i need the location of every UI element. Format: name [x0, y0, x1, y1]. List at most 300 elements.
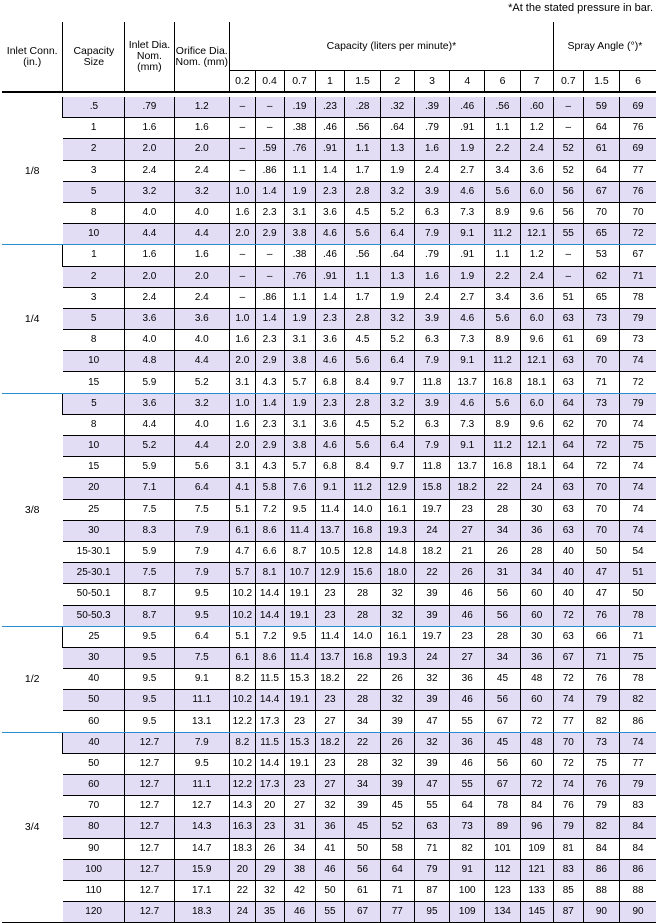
inlet-dia-cell: 5.9 [125, 457, 174, 478]
table-row [2, 202, 656, 223]
cap-0.7-cell: 9.5 [284, 499, 315, 520]
cap-1-cell: .46 [315, 118, 345, 139]
inlet-dia-cell: 7.5 [125, 499, 174, 520]
capacity-size-cell: 60 [63, 711, 125, 732]
capacity-size-cell: 8 [63, 414, 125, 435]
cap-3-cell: 32 [414, 669, 449, 690]
cap-1-cell: 1.4 [315, 160, 345, 181]
cap-4-cell: 1.9 [450, 266, 485, 287]
cap-6-cell: 101 [485, 838, 520, 859]
cap-2-cell: 77 [380, 902, 414, 923]
angle-0.7-cell: – [553, 97, 583, 118]
cap-3-cell: 3.9 [414, 393, 449, 414]
cap-0.2-cell: 6.1 [230, 520, 256, 541]
orifice-dia-cell: 9.1 [174, 669, 230, 690]
cap-3-cell: 24 [414, 520, 449, 541]
cap-0.4-cell: – [255, 245, 284, 266]
capacity-size-cell: 110 [63, 880, 125, 901]
orifice-dia-cell: 2.4 [174, 287, 230, 308]
cap-1.5-cell: 61 [345, 880, 380, 901]
inlet-dia-cell: 12.7 [125, 796, 174, 817]
cap-2-cell: .64 [380, 245, 414, 266]
cap-2-cell: 45 [380, 796, 414, 817]
orifice-dia-cell: 3.2 [174, 393, 230, 414]
cap-1-cell: 13.7 [315, 647, 345, 668]
cap-7-cell: 30 [520, 499, 553, 520]
angle-0.7-cell: 51 [553, 287, 583, 308]
cap-1-cell: 6.8 [315, 372, 345, 393]
cap-0.2-cell: 1.0 [230, 181, 256, 202]
cap-0.4-cell: 8.6 [255, 647, 284, 668]
angle-1.5-cell: 50 [583, 541, 619, 562]
capacity-size-cell: 90 [63, 838, 125, 859]
capacity-size-cell: 40 [63, 669, 125, 690]
cap-0.2-cell: 10.2 [230, 584, 256, 605]
table-row [2, 457, 656, 478]
angle-1.5-cell: 64 [583, 160, 619, 181]
cap-6-cell: 5.6 [485, 181, 520, 202]
capacity-size-cell: 3 [63, 287, 125, 308]
cap-0.2-cell: 5.1 [230, 499, 256, 520]
angle-1.5-cell: 70 [583, 414, 619, 435]
table-row [2, 308, 656, 329]
cap-3-cell: 1.6 [414, 266, 449, 287]
cap-1.5-cell: 16.8 [345, 520, 380, 541]
cap-4-cell: 27 [450, 647, 485, 668]
capacity-size-cell: 100 [63, 859, 125, 880]
orifice-dia-cell: 15.9 [174, 859, 230, 880]
capacity-size-cell: 5 [63, 308, 125, 329]
cap-1-cell: 23 [315, 584, 345, 605]
cap-0.7-cell: 31 [284, 817, 315, 838]
cap-6-cell: 8.9 [485, 330, 520, 351]
cap-2-cell: 26 [380, 669, 414, 690]
angle-6-cell: 82 [620, 690, 656, 711]
capacity-size-cell: 25 [63, 499, 125, 520]
cap-1.5-cell: 34 [345, 775, 380, 796]
angle-0.7-cell: 83 [553, 859, 583, 880]
cap-6-cell: 8.9 [485, 414, 520, 435]
capacity-size-cell: 40 [63, 732, 125, 753]
cap-0.7-cell: 19.1 [284, 690, 315, 711]
cap-1-cell: 6.8 [315, 457, 345, 478]
cap-2-cell: 5.2 [380, 202, 414, 223]
cap-6-cell: 5.6 [485, 308, 520, 329]
cap-2-cell: 9.7 [380, 457, 414, 478]
inlet-dia-cell: 4.4 [125, 414, 174, 435]
orifice-dia-cell: 7.9 [174, 563, 230, 584]
angle-1.5-cell: 69 [583, 330, 619, 351]
cap-0.7-cell: .19 [284, 97, 315, 118]
cap-3-cell: 71 [414, 838, 449, 859]
angle-0.7-cell: 63 [553, 520, 583, 541]
cap-1.5-cell: 22 [345, 669, 380, 690]
table-row [2, 753, 656, 774]
cap-0.2-cell: 4.7 [230, 541, 256, 562]
cap-4-cell: 23 [450, 499, 485, 520]
angle-1.5-cell: 70 [583, 202, 619, 223]
cap-3-cell: 15.8 [414, 478, 449, 499]
cap-4-cell: 100 [450, 880, 485, 901]
cap-7-cell: 9.6 [520, 202, 553, 223]
cap-0.7-cell: .38 [284, 118, 315, 139]
inlet-dia-cell: 1.6 [125, 245, 174, 266]
cap-0.7-cell: 46 [284, 902, 315, 923]
cap-1.5-cell: .28 [345, 97, 380, 118]
inlet-dia-cell: 9.5 [125, 690, 174, 711]
cap-4-cell: 9.1 [450, 351, 485, 372]
inlet-dia-cell: 2.0 [125, 139, 174, 160]
cap-7-cell: 109 [520, 838, 553, 859]
pressure-footnote: *At the stated pressure in bar. [508, 2, 653, 14]
cap-4-cell: 46 [450, 753, 485, 774]
table-row [2, 605, 656, 626]
cap-0.2-cell: 18.3 [230, 838, 256, 859]
cap-0.7-cell: 7.6 [284, 478, 315, 499]
angle-0.7-cell: 72 [553, 669, 583, 690]
cap-1-cell: 18.2 [315, 732, 345, 753]
cap-1-cell: 3.6 [315, 202, 345, 223]
angle-0.7-cell: 72 [553, 753, 583, 774]
cap-0.7-cell: 3.8 [284, 224, 315, 245]
cap-0.7-cell: 15.3 [284, 732, 315, 753]
angle-6-cell: 75 [620, 647, 656, 668]
cap-1-cell: 23 [315, 753, 345, 774]
cap-0.7-cell: 15.3 [284, 669, 315, 690]
pressure-capacity-header: 4 [450, 71, 485, 93]
cap-2-cell: 9.7 [380, 372, 414, 393]
inlet-connection-cell: 3/8 [2, 393, 63, 626]
cap-1.5-cell: 8.4 [345, 457, 380, 478]
cap-4-cell: 82 [450, 838, 485, 859]
cap-4-cell: 7.3 [450, 330, 485, 351]
cap-0.4-cell: 29 [255, 859, 284, 880]
cap-6-cell: 16.8 [485, 457, 520, 478]
cap-0.2-cell: 1.6 [230, 414, 256, 435]
orifice-dia-cell: 7.9 [174, 520, 230, 541]
cap-7-cell: 36 [520, 520, 553, 541]
cap-0.7-cell: 5.7 [284, 372, 315, 393]
cap-7-cell: 36 [520, 647, 553, 668]
angle-0.7-cell: 64 [553, 393, 583, 414]
angle-1.5-cell: 72 [583, 457, 619, 478]
angle-6-cell: 79 [620, 308, 656, 329]
orifice-dia-cell: 6.4 [174, 626, 230, 647]
cap-4-cell: 23 [450, 626, 485, 647]
cap-1-cell: 32 [315, 796, 345, 817]
angle-6-cell: 86 [620, 859, 656, 880]
cap-1.5-cell: 28 [345, 584, 380, 605]
angle-6-cell: 69 [620, 97, 656, 118]
inlet-dia-cell: 4.8 [125, 351, 174, 372]
table-row [2, 330, 656, 351]
cap-7-cell: 48 [520, 732, 553, 753]
angle-1.5-cell: 76 [583, 775, 619, 796]
cap-0.4-cell: 7.2 [255, 626, 284, 647]
angle-0.7-cell: 52 [553, 139, 583, 160]
cap-2-cell: 71 [380, 880, 414, 901]
inlet-connection-cell: 1/8 [2, 97, 63, 245]
angle-0.7-cell: 74 [553, 775, 583, 796]
cap-4-cell: .91 [450, 245, 485, 266]
cap-7-cell: 6.0 [520, 181, 553, 202]
angle-1.5-cell: 47 [583, 584, 619, 605]
cap-1.5-cell: 39 [345, 796, 380, 817]
cap-0.4-cell: .86 [255, 160, 284, 181]
angle-0.7-cell: 56 [553, 202, 583, 223]
cap-1-cell: 11.4 [315, 499, 345, 520]
cap-0.2-cell: 5.7 [230, 563, 256, 584]
angle-0.7-cell: 85 [553, 880, 583, 901]
cap-4-cell: 73 [450, 817, 485, 838]
angle-6-cell: 74 [620, 499, 656, 520]
cap-6-cell: 11.2 [485, 351, 520, 372]
cap-7-cell: 48 [520, 669, 553, 690]
capacity-size-cell: 2 [63, 139, 125, 160]
cap-1-cell: 41 [315, 838, 345, 859]
table-row [2, 690, 656, 711]
orifice-dia-cell: 5.6 [174, 457, 230, 478]
cap-4-cell: 46 [450, 584, 485, 605]
cap-0.4-cell: 8.6 [255, 520, 284, 541]
cap-0.4-cell: .86 [255, 287, 284, 308]
cap-1-cell: 55 [315, 902, 345, 923]
inlet-dia-cell: 4.4 [125, 224, 174, 245]
cap-1-cell: 2.3 [315, 393, 345, 414]
cap-0.2-cell: 1.6 [230, 330, 256, 351]
cap-3-cell: 3.9 [414, 181, 449, 202]
capacity-size-cell: 10 [63, 224, 125, 245]
table-row [2, 414, 656, 435]
pressure-capacity-header: 1 [315, 71, 345, 93]
cap-0.2-cell: 8.2 [230, 732, 256, 753]
cap-0.2-cell: 22 [230, 880, 256, 901]
inlet-connection-cell: 1/4 [2, 245, 63, 393]
cap-0.4-cell: 8.1 [255, 563, 284, 584]
cap-4-cell: 4.6 [450, 181, 485, 202]
cap-4-cell: .91 [450, 118, 485, 139]
cap-6-cell: 16.8 [485, 372, 520, 393]
cap-1.5-cell: 28 [345, 690, 380, 711]
cap-4-cell: 4.6 [450, 393, 485, 414]
angle-0.7-cell: 64 [553, 436, 583, 457]
cap-0.4-cell: 11.5 [255, 669, 284, 690]
cap-0.7-cell: 5.7 [284, 457, 315, 478]
cap-0.2-cell: 8.2 [230, 669, 256, 690]
angle-6-cell: 71 [620, 626, 656, 647]
orifice-dia-cell: 7.5 [174, 647, 230, 668]
cap-0.2-cell: – [230, 266, 256, 287]
cap-7-cell: 34 [520, 563, 553, 584]
cap-1-cell: 3.6 [315, 330, 345, 351]
cap-0.2-cell: 12.2 [230, 775, 256, 796]
orifice-dia-cell: 2.4 [174, 160, 230, 181]
cap-6-cell: 3.4 [485, 287, 520, 308]
cap-0.4-cell: 14.4 [255, 584, 284, 605]
cap-7-cell: 12.1 [520, 351, 553, 372]
cap-4-cell: 109 [450, 902, 485, 923]
cap-6-cell: 123 [485, 880, 520, 901]
angle-6-cell: 71 [620, 266, 656, 287]
capacity-size-cell: 50-50.3 [63, 605, 125, 626]
cap-6-cell: 1.1 [485, 118, 520, 139]
cap-6-cell: 134 [485, 902, 520, 923]
angle-0.7-cell: 40 [553, 584, 583, 605]
cap-1.5-cell: .56 [345, 245, 380, 266]
cap-6-cell: 67 [485, 711, 520, 732]
cap-7-cell: 72 [520, 775, 553, 796]
cap-0.2-cell: 3.1 [230, 372, 256, 393]
cap-0.4-cell: 11.5 [255, 732, 284, 753]
cap-0.2-cell: 24 [230, 902, 256, 923]
angle-0.7-cell: 52 [553, 160, 583, 181]
angle-1.5-cell: 61 [583, 139, 619, 160]
inlet-dia-cell: 12.7 [125, 838, 174, 859]
orifice-dia-cell: 4.0 [174, 202, 230, 223]
table-row [2, 520, 656, 541]
cap-4-cell: 1.9 [450, 139, 485, 160]
cap-0.2-cell: – [230, 139, 256, 160]
cap-3-cell: 7.9 [414, 436, 449, 457]
inlet-dia-cell: 12.7 [125, 817, 174, 838]
cap-0.7-cell: 38 [284, 859, 315, 880]
cap-1.5-cell: 1.1 [345, 266, 380, 287]
table-row [2, 139, 656, 160]
angle-0.7-cell: – [553, 266, 583, 287]
cap-1-cell: .91 [315, 139, 345, 160]
cap-7-cell: .60 [520, 97, 553, 118]
cap-0.2-cell: 2.0 [230, 224, 256, 245]
angle-6-cell: 76 [620, 118, 656, 139]
cap-1.5-cell: .56 [345, 118, 380, 139]
orifice-dia-cell: 13.1 [174, 711, 230, 732]
cap-7-cell: 30 [520, 626, 553, 647]
cap-4-cell: 55 [450, 711, 485, 732]
cap-6-cell: 34 [485, 520, 520, 541]
orifice-dia-cell: 18.3 [174, 902, 230, 923]
cap-1.5-cell: 15.6 [345, 563, 380, 584]
cap-3-cell: 95 [414, 902, 449, 923]
angle-0.7-cell: 72 [553, 605, 583, 626]
pressure-capacity-header: 3 [414, 71, 449, 93]
orifice-dia-cell: 3.2 [174, 181, 230, 202]
header-capacity-size: Capacity Size [63, 22, 125, 92]
angle-0.7-cell: 67 [553, 647, 583, 668]
cap-2-cell: 39 [380, 711, 414, 732]
cap-3-cell: 2.4 [414, 287, 449, 308]
cap-3-cell: 6.3 [414, 414, 449, 435]
cap-0.4-cell: 1.4 [255, 308, 284, 329]
cap-3-cell: 63 [414, 817, 449, 838]
cap-0.2-cell: 16.3 [230, 817, 256, 838]
capacity-size-cell: 30 [63, 647, 125, 668]
orifice-dia-cell: 3.6 [174, 308, 230, 329]
angle-1.5-cell: 70 [583, 499, 619, 520]
capacity-size-cell: 20 [63, 478, 125, 499]
capacity-size-cell: 3 [63, 160, 125, 181]
angle-6-cell: 83 [620, 796, 656, 817]
cap-0.2-cell: 1.0 [230, 393, 256, 414]
angle-6-cell: 76 [620, 181, 656, 202]
cap-0.2-cell: 3.1 [230, 457, 256, 478]
cap-6-cell: 28 [485, 626, 520, 647]
angle-6-cell: 79 [620, 775, 656, 796]
cap-7-cell: 84 [520, 796, 553, 817]
cap-1.5-cell: 11.2 [345, 478, 380, 499]
cap-0.7-cell: 1.9 [284, 308, 315, 329]
capacity-size-cell: 15 [63, 372, 125, 393]
cap-0.4-cell: 14.4 [255, 690, 284, 711]
orifice-dia-cell: 14.7 [174, 838, 230, 859]
cap-0.7-cell: .76 [284, 139, 315, 160]
cap-0.4-cell: 2.9 [255, 351, 284, 372]
cap-0.2-cell: – [230, 97, 256, 118]
inlet-dia-cell: 12.7 [125, 732, 174, 753]
cap-0.2-cell: 2.0 [230, 351, 256, 372]
angle-1.5-cell: 88 [583, 880, 619, 901]
cap-3-cell: 24 [414, 647, 449, 668]
capacity-size-cell: 8 [63, 202, 125, 223]
cap-7-cell: 9.6 [520, 330, 553, 351]
inlet-dia-cell: 3.2 [125, 181, 174, 202]
cap-1-cell: 9.1 [315, 478, 345, 499]
cap-0.2-cell: 5.1 [230, 626, 256, 647]
cap-4-cell: 13.7 [450, 372, 485, 393]
table-row [2, 732, 656, 753]
cap-7-cell: 60 [520, 753, 553, 774]
orifice-dia-cell: 5.2 [174, 372, 230, 393]
capacity-size-cell: 5 [63, 393, 125, 414]
angle-1.5-cell: 59 [583, 97, 619, 118]
orifice-dia-cell: 1.6 [174, 245, 230, 266]
cap-1-cell: 27 [315, 711, 345, 732]
cap-6-cell: .56 [485, 97, 520, 118]
table-row [2, 118, 656, 139]
cap-7-cell: 18.1 [520, 457, 553, 478]
cap-1.5-cell: 12.8 [345, 541, 380, 562]
cap-6-cell: 45 [485, 732, 520, 753]
cap-0.4-cell: 5.8 [255, 478, 284, 499]
cap-7-cell: 2.4 [520, 266, 553, 287]
angle-1.5-cell: 73 [583, 732, 619, 753]
angle-1.5-cell: 73 [583, 393, 619, 414]
cap-6-cell: 31 [485, 563, 520, 584]
cap-3-cell: 19.7 [414, 626, 449, 647]
inlet-dia-cell: 8.7 [125, 605, 174, 626]
inlet-dia-cell: 9.5 [125, 669, 174, 690]
cap-6-cell: 28 [485, 499, 520, 520]
table-row [2, 393, 656, 414]
angle-6-cell: 88 [620, 880, 656, 901]
angle-6-cell: 72 [620, 224, 656, 245]
inlet-dia-cell: 9.5 [125, 647, 174, 668]
angle-1.5-cell: 62 [583, 266, 619, 287]
angle-1.5-cell: 76 [583, 669, 619, 690]
cap-0.4-cell: 26 [255, 838, 284, 859]
header-orifice-dia: Orifice Dia. Nom. (mm) [174, 22, 230, 92]
cap-7-cell: 133 [520, 880, 553, 901]
cap-2-cell: 32 [380, 690, 414, 711]
cap-1.5-cell: 8.4 [345, 372, 380, 393]
cap-0.2-cell: 4.1 [230, 478, 256, 499]
cap-7-cell: 72 [520, 711, 553, 732]
angle-0.7-cell: 40 [553, 563, 583, 584]
orifice-dia-cell: 14.3 [174, 817, 230, 838]
orifice-dia-cell: 11.1 [174, 690, 230, 711]
cap-0.4-cell: 17.3 [255, 775, 284, 796]
capacity-size-cell: 50 [63, 753, 125, 774]
angle-6-cell: 78 [620, 669, 656, 690]
